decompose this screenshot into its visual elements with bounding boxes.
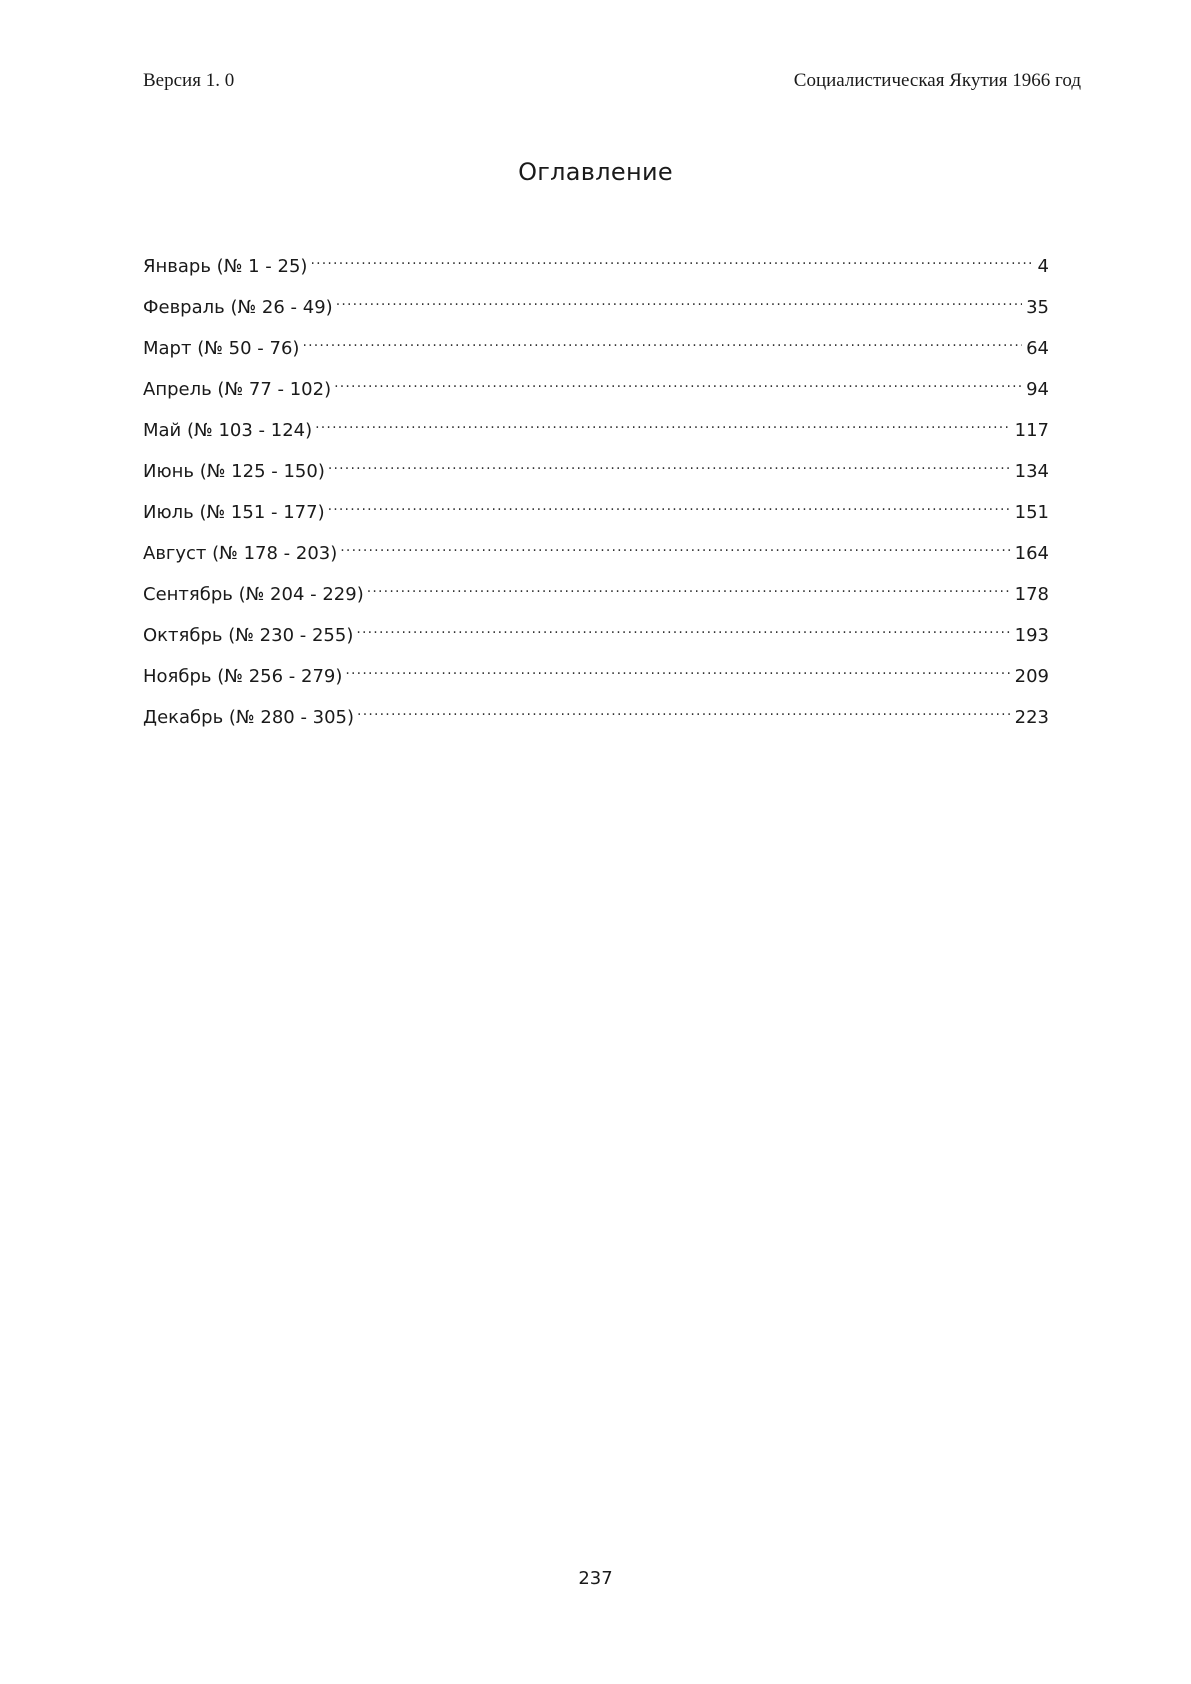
- dot-leader: [340, 535, 1010, 559]
- toc-entry-label: Апрель (№ 77 - 102): [143, 379, 332, 400]
- toc-entry-april[interactable]: [143, 371, 1049, 412]
- toc-entry-label: Август (№ 178 - 203): [143, 543, 338, 564]
- page-header: [143, 70, 1081, 96]
- toc-entry-page: 94: [1026, 379, 1049, 400]
- dot-leader: [345, 658, 1010, 682]
- toc-entry-march[interactable]: [143, 330, 1049, 371]
- dot-leader: [357, 699, 1011, 723]
- toc-entry-page: 209: [1014, 666, 1049, 687]
- toc-entry-label: Февраль (№ 26 - 49): [143, 297, 333, 318]
- version-label: Версия 1. 0: [143, 70, 235, 91]
- toc-entry-september[interactable]: [143, 576, 1049, 617]
- toc-entry-label: Ноябрь (№ 256 - 279): [143, 666, 343, 687]
- dot-leader: [336, 289, 1022, 313]
- toc-entry-october[interactable]: [143, 617, 1049, 658]
- toc-entry-label: Декабрь (№ 280 - 305): [143, 707, 355, 728]
- dot-leader: [356, 617, 1010, 641]
- dot-leader: [315, 412, 1011, 436]
- table-of-contents: [143, 248, 1049, 740]
- toc-entry-july[interactable]: [143, 494, 1049, 535]
- toc-entry-label: Июль (№ 151 - 177): [143, 502, 325, 523]
- toc-entry-june[interactable]: [143, 453, 1049, 494]
- toc-entry-label: Март (№ 50 - 76): [143, 338, 300, 359]
- toc-entry-page: 151: [1014, 502, 1049, 523]
- toc-entry-label: Июнь (№ 125 - 150): [143, 461, 325, 482]
- document-title: Социалистическая Якутия 1966 год: [793, 70, 1081, 91]
- toc-entry-december[interactable]: [143, 699, 1049, 740]
- dot-leader: [334, 371, 1022, 395]
- dot-leader: [310, 248, 1033, 272]
- toc-entry-august[interactable]: [143, 535, 1049, 576]
- toc-entry-page: 4: [1037, 256, 1049, 277]
- toc-entry-page: 223: [1014, 707, 1049, 728]
- toc-entry-february[interactable]: [143, 289, 1049, 330]
- toc-entry-page: 35: [1026, 297, 1049, 318]
- toc-entry-page: 134: [1014, 461, 1049, 482]
- toc-entry-page: 193: [1014, 625, 1049, 646]
- dot-leader: [328, 494, 1011, 518]
- toc-entry-may[interactable]: [143, 412, 1049, 453]
- toc-entry-page: 164: [1014, 543, 1049, 564]
- dot-leader: [328, 453, 1011, 477]
- toc-entry-november[interactable]: [143, 658, 1049, 699]
- page-number: 237: [578, 1568, 613, 1589]
- toc-entry-label: Сентябрь (№ 204 - 229): [143, 584, 364, 605]
- toc-entry-january[interactable]: [143, 248, 1049, 289]
- toc-entry-label: Май (№ 103 - 124): [143, 420, 313, 441]
- toc-entry-label: Январь (№ 1 - 25): [143, 256, 308, 277]
- toc-entry-page: 178: [1014, 584, 1049, 605]
- toc-entry-page: 117: [1014, 420, 1049, 441]
- toc-heading: Оглавление: [518, 158, 673, 186]
- dot-leader: [302, 330, 1022, 354]
- toc-entry-page: 64: [1026, 338, 1049, 359]
- toc-entry-label: Октябрь (№ 230 - 255): [143, 625, 354, 646]
- dot-leader: [367, 576, 1011, 600]
